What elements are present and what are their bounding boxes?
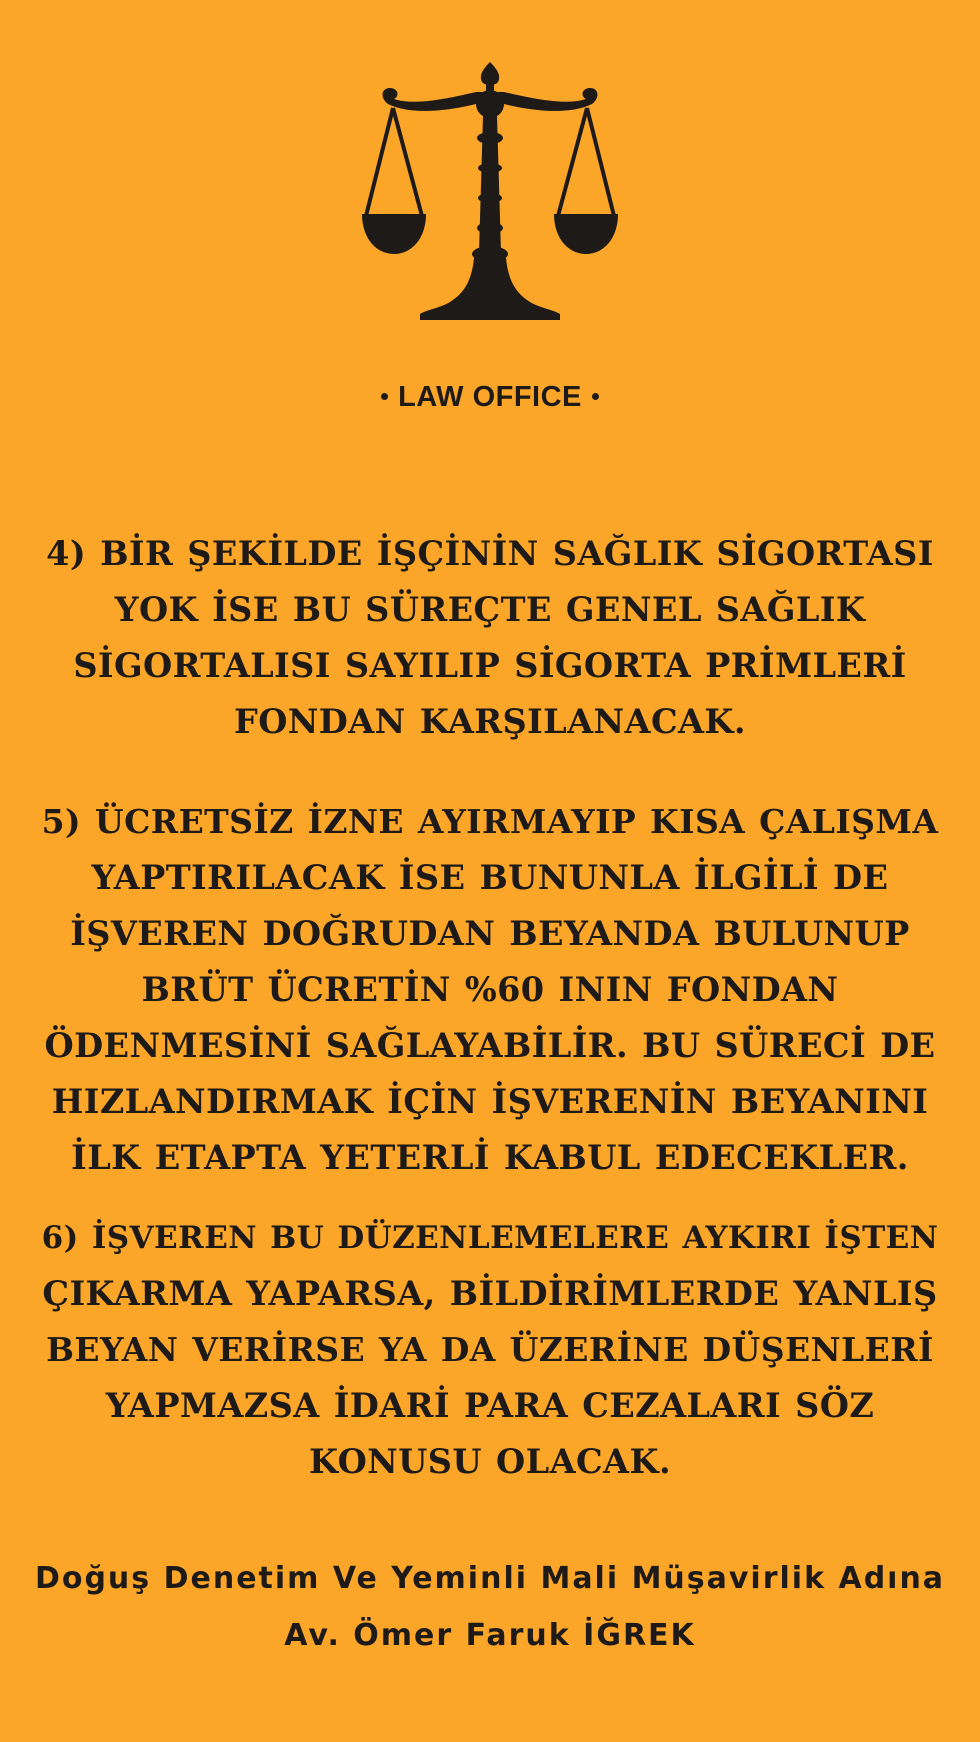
paragraph-line: BRÜT ÜCRETİN %60 ININ FONDAN bbox=[141, 970, 839, 1009]
paragraph-line: YOK İSE BU SÜREÇTE GENEL SAĞLIK bbox=[114, 590, 866, 629]
paragraph-line: 6) İŞVEREN BU DÜZENLEMELERE AYKIRI İŞTEN bbox=[41, 1220, 939, 1256]
paragraph-line: ÇIKARMA YAPARSA, BİLDİRİMLERDE YANLIŞ bbox=[42, 1274, 938, 1313]
paragraph-item-6 bbox=[40, 1210, 940, 1490]
paragraph-line: ÖDENMESİNİ SAĞLAYABİLİR. BU SÜRECİ DE bbox=[44, 1026, 936, 1065]
paragraph-line: HIZLANDIRMAK İÇİN İŞVERENİN BEYANINI bbox=[51, 1082, 929, 1121]
paragraph-line: YAPTIRILACAK İSE BUNUNLA İLGİLİ DE bbox=[91, 858, 889, 897]
bullet-dot-left bbox=[381, 393, 388, 400]
paragraph-line: 5) ÜCRETSİZ İZNE AYIRMAYIP KISA ÇALIŞMA bbox=[41, 802, 939, 841]
paragraph-line: İLK ETAPTA YETERLİ KABUL EDECEKLER. bbox=[71, 1138, 909, 1177]
paragraph-line: KONUSU OLACAK. bbox=[308, 1442, 672, 1481]
scales-of-justice-icon bbox=[360, 58, 620, 330]
paragraph-line: 4) BİR ŞEKİLDE İŞÇİNİN SAĞLIK SİGORTASI bbox=[46, 534, 934, 573]
paragraph-line: İŞVEREN DOĞRUDAN BEYANDA BULUNUP bbox=[70, 914, 910, 953]
paragraph-line: FONDAN KARŞILANACAK. bbox=[234, 702, 746, 741]
paragraph-line: YAPMAZSA İDARİ PARA CEZALARI SÖZ bbox=[105, 1386, 875, 1425]
law-office-text: LAW OFFICE bbox=[398, 381, 582, 413]
law-office-label bbox=[0, 380, 980, 414]
bullet-dot-right bbox=[592, 393, 599, 400]
paragraph-item-5 bbox=[40, 794, 940, 1186]
paragraph-line: BEYAN VERİRSE YA DA ÜZERİNE DÜŞENLERİ bbox=[46, 1330, 934, 1369]
paragraph-item-4 bbox=[40, 526, 940, 750]
signature-name: Av. Ömer Faruk İĞREK bbox=[284, 1618, 696, 1653]
paragraph-line: SİGORTALISI SAYILIP SİGORTA PRİMLERİ bbox=[73, 646, 907, 685]
signature-company: Doğuş Denetim Ve Yeminli Mali Müşavirlik Adına bbox=[34, 1561, 946, 1596]
